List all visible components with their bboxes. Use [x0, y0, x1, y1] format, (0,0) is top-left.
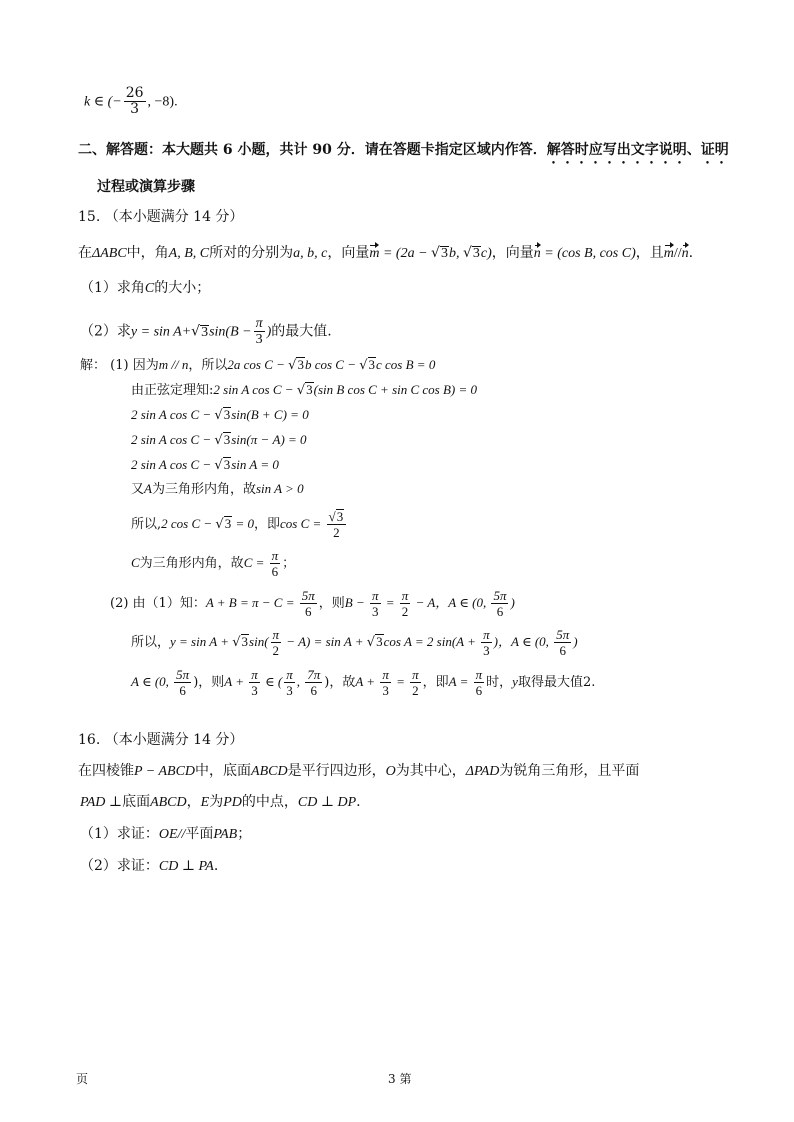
fraction: $\frac{\pi}{3}$ — [372, 588, 379, 619]
solution-line-7: 所以,2 cos C − √3 = 0，即cos C = $\frac{√3}{2}$ — [131, 509, 348, 540]
solution-line-11: A ∈ (0, $\frac{5\pi}{6}$ )，则A + $\frac{\pi}{3}$ ∈ ( $\frac{\pi}{3}$ , $\frac{7\pi}{6}$ )，故A + $\frac{\pi}{3}$ = $\frac{\pi}{2}$ ，即A = $\frac{\pi}{6}$ 时，y取得最大值2. — [131, 667, 596, 698]
solution-line-4: 2 sin A cos C − √3sin(π − A) = 0 — [131, 432, 307, 448]
fraction: $\frac{5\pi}{6}$ — [301, 588, 315, 619]
fraction: $\frac{26}{3}$ — [125, 85, 144, 117]
fraction: $\frac{\pi}{3}$ — [382, 667, 389, 698]
top-answer: k ∈ (− $\frac{26}{3}$ , −8). — [84, 85, 178, 117]
fraction: $\frac{\pi}{3}$ — [255, 316, 263, 347]
fraction: $\frac{7\pi}{6}$ — [307, 667, 321, 698]
solution-line-8: C为三角形内角，故C = $\frac{\pi}{6}$ ； — [131, 548, 296, 579]
footer-left: 页 — [76, 1072, 89, 1086]
q16-part1: （1）求证：OE//平面PAB； — [80, 826, 252, 842]
q16-part2: （2）求证：CD ⊥ PA. — [80, 858, 219, 874]
q15-header: 15. （本小题满分 14 分） — [78, 209, 244, 225]
q15-statement: 在ΔABC中，角A, B, C所对的分别为a, b, c，向量m = (2a − √3b, √3c)，向量n = (cos B, cos C)，且m//n. — [78, 245, 694, 261]
section-heading-line2: 过程或演算步骤 — [97, 179, 195, 195]
fraction: $\frac{\pi}{2}$ — [272, 627, 280, 658]
solution-line-5: 2 sin A cos C − √3sin A = 0 — [131, 457, 279, 473]
fraction: $\frac{\pi}{3}$ — [483, 627, 490, 658]
q15-part1: （1）求角C的大小； — [80, 280, 211, 296]
vector-m: m — [369, 246, 380, 261]
fraction: $\frac{5\pi}{6}$ — [493, 588, 507, 619]
q16-statement-line-1: 在四棱锥P − ABCD中，底面ABCD是平行四边形，O为其中心，ΔPAD为锐角三角形，且平面 — [78, 763, 640, 779]
q15-part2: （2）求y = sin A+√3sin(B − $\frac{\pi}{3}$ )的最大值. — [80, 316, 332, 347]
fraction: $\frac{5\pi}{6}$ — [176, 667, 190, 698]
solution-line-1: 解： (1) 因为m // n，所以2a cos C − √3b cos C − √3c cos B = 0 — [80, 357, 436, 373]
solution-line-9: (2) 由（1）知：A + B = π − C = $\frac{5\pi}{6}$ ，则B − $\frac{\pi}{3}$ = $\frac{\pi}{2}$ − A，A ∈ (0, $\frac{5\pi}{6}$ ) — [110, 588, 515, 619]
fraction: $\frac{\pi}{3}$ — [251, 667, 258, 698]
fraction: $\frac{\pi}{2}$ — [401, 588, 409, 619]
solution-line-6: 又A为三角形内角，故sin A > 0 — [131, 481, 304, 497]
solution-line-3: 2 sin A cos C − √3sin(B + C) = 0 — [131, 407, 309, 423]
q16-statement-line-2: PAD ⊥底面ABCD，E为PD的中点，CD ⊥ DP. — [80, 794, 361, 810]
fraction: $\frac{\pi}{6}$ — [271, 548, 279, 579]
page-number: 3 第 — [388, 1072, 412, 1086]
q16-header: 16. （本小题满分 14 分） — [78, 732, 244, 748]
solution-line-2: 由正弦定理知:2 sin A cos C − √3(sin B cos C + sin C cos B) = 0 — [131, 382, 478, 398]
fraction: $\frac{\pi}{3}$ — [286, 667, 293, 698]
fraction: $\frac{\pi}{6}$ — [475, 667, 483, 698]
vector-n: n — [533, 246, 541, 261]
solution-line-10: 所以，y = sin A + √3sin( $\frac{\pi}{2}$ − A) = sin A + √3cos A = 2 sin(A + $\frac{\pi}{3}$ )，A ∈ (0, $\frac{5\pi}{6}$ ) — [131, 627, 578, 658]
fraction: $\frac{√3}{2}$ — [327, 509, 347, 540]
fraction: $\frac{\pi}{2}$ — [412, 667, 419, 698]
fraction: $\frac{5\pi}{6}$ — [556, 627, 570, 658]
section-heading: 二、解答题：本大题共 6 小题，共计 90 分．请在答题卡指定区域内作答．解答时应写出文字说明、证明 — [78, 142, 729, 158]
